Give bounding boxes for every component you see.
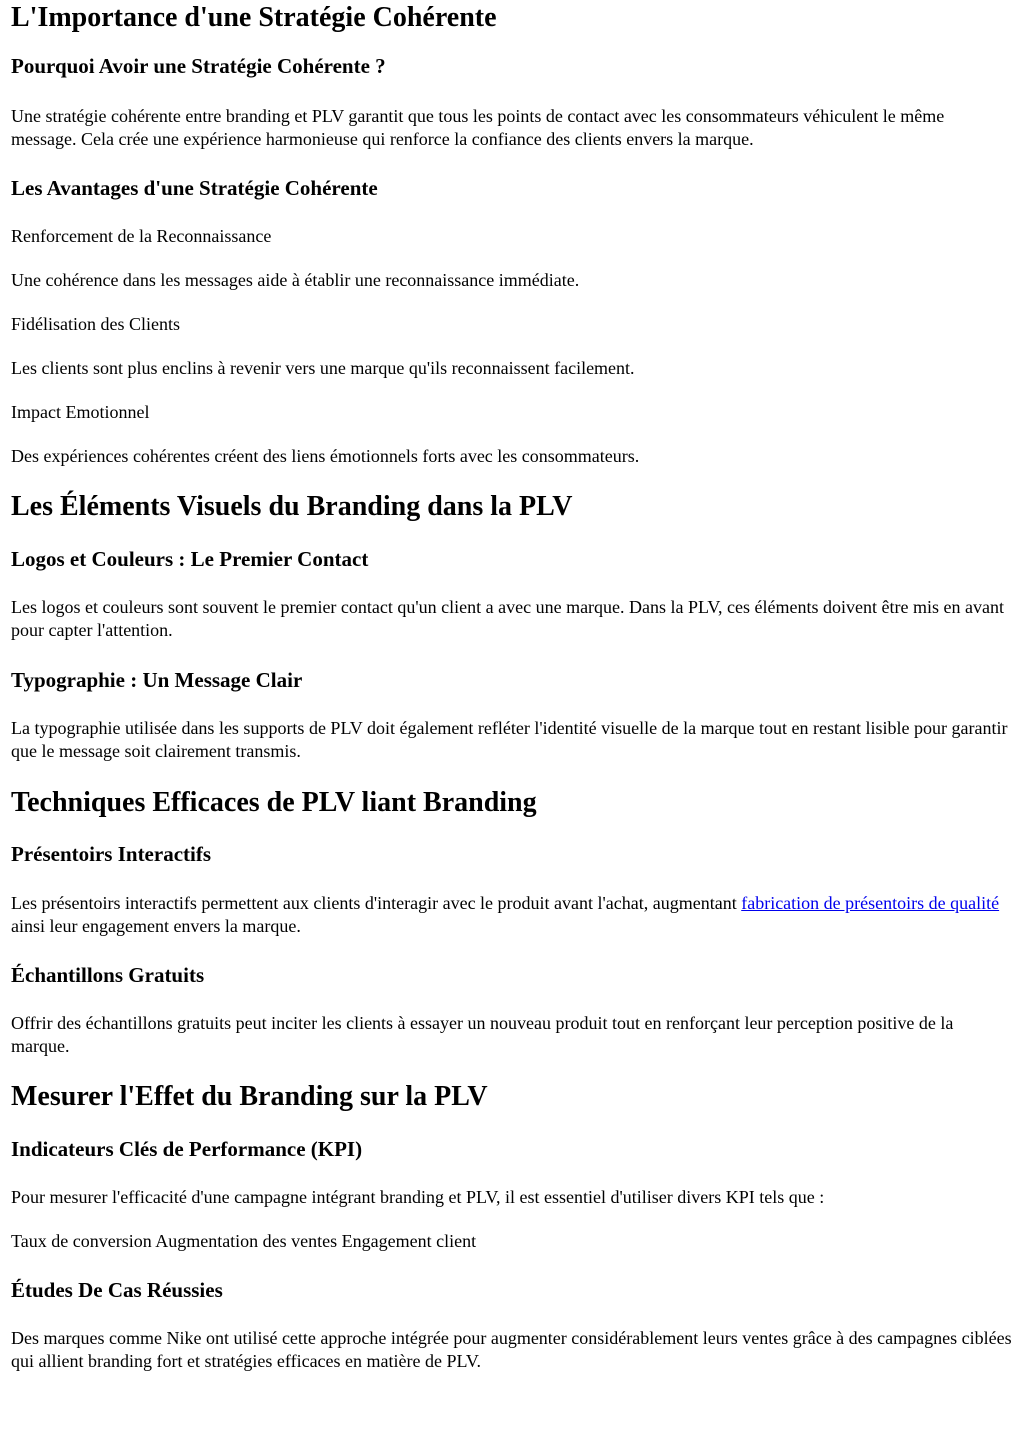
paragraph-echantillons: Offrir des échantillons gratuits peut inciter les clients à essayer un nouveau produit tout en renforçant leur perception positive de la marque. bbox=[11, 1013, 954, 1056]
paragraph-logos-couleurs: Les logos et couleurs sont souvent le premier contact qu'un client a avec une marque. Dans la PLV, ces éléments doivent être mis en avant pour capter l'attention. bbox=[11, 597, 1004, 640]
advantage-label-fidelisation: Fidélisation des Clients bbox=[11, 314, 180, 334]
section-title-elements-visuels: Les Éléments Visuels du Branding dans la PLV bbox=[11, 491, 573, 522]
subheading-echantillons: Échantillons Gratuits bbox=[11, 963, 205, 987]
paragraph-presentoirs-end: ainsi leur engagement envers la marque. bbox=[11, 916, 301, 936]
link-fabrication-presentoirs[interactable]: fabrication de présentoirs de qualité bbox=[741, 893, 1000, 913]
subheading-kpi: Indicateurs Clés de Performance (KPI) bbox=[11, 1137, 363, 1161]
section-title-mesurer: Mesurer l'Effet du Branding sur la PLV bbox=[11, 1081, 488, 1112]
advantage-text-impact: Des expériences cohérentes créent des liens émotionnels forts avec les consommateurs. bbox=[11, 446, 640, 466]
article bbox=[0, 1, 1024, 1373]
subheading-presentoirs: Présentoirs Interactifs bbox=[11, 842, 212, 866]
subheading-avantages: Les Avantages d'une Stratégie Cohérente bbox=[11, 176, 378, 200]
subheading-logos-couleurs: Logos et Couleurs : Le Premier Contact bbox=[11, 547, 369, 571]
paragraph-pourquoi: Une stratégie cohérente entre branding et PLV garantit que tous les points de contact avec les consommateurs véhiculent le même message. Cela crée une expérience harmonieuse qui renforce la confiance des clients envers la marque. bbox=[11, 106, 945, 149]
section-title-importance: L'Importance d'une Stratégie Cohérente bbox=[11, 2, 497, 33]
advantage-label-impact: Impact Emotionnel bbox=[11, 402, 150, 422]
paragraph-presentoirs bbox=[11, 892, 1014, 938]
kpi-list: Taux de conversion Augmentation des ventes Engagement client bbox=[11, 1231, 477, 1251]
section-title-techniques: Techniques Efficaces de PLV liant Branding bbox=[11, 787, 537, 818]
paragraph-typographie: La typographie utilisée dans les supports de PLV doit également refléter l'identité visuelle de la marque tout en restant lisible pour garantir que le message soit clairement transmis. bbox=[11, 718, 1008, 761]
paragraph-kpi: Pour mesurer l'efficacité d'une campagne intégrant branding et PLV, il est essentiel d'utiliser divers KPI tels que : bbox=[11, 1187, 825, 1207]
subheading-etudes-de-cas: Études De Cas Réussies bbox=[11, 1278, 223, 1302]
advantage-label-reconnaissance: Renforcement de la Reconnaissance bbox=[11, 226, 272, 246]
subheading-pourquoi: Pourquoi Avoir une Stratégie Cohérente ? bbox=[11, 54, 386, 78]
paragraph-presentoirs-start: Les présentoirs interactifs permettent aux clients d'interagir avec le produit avant l'achat, augmentant bbox=[11, 893, 742, 913]
paragraph-etudes-de-cas: Des marques comme Nike ont utilisé cette approche intégrée pour augmenter considérablement leurs ventes grâce à des campagnes ciblées qui allient branding fort et stratégies efficaces en matière de PLV. bbox=[11, 1328, 1012, 1371]
advantage-text-reconnaissance: Une cohérence dans les messages aide à établir une reconnaissance immédiate. bbox=[11, 270, 580, 290]
advantage-text-fidelisation: Les clients sont plus enclins à revenir vers une marque qu'ils reconnaissent facilement. bbox=[11, 358, 635, 378]
subheading-typographie: Typographie : Un Message Clair bbox=[11, 668, 303, 692]
